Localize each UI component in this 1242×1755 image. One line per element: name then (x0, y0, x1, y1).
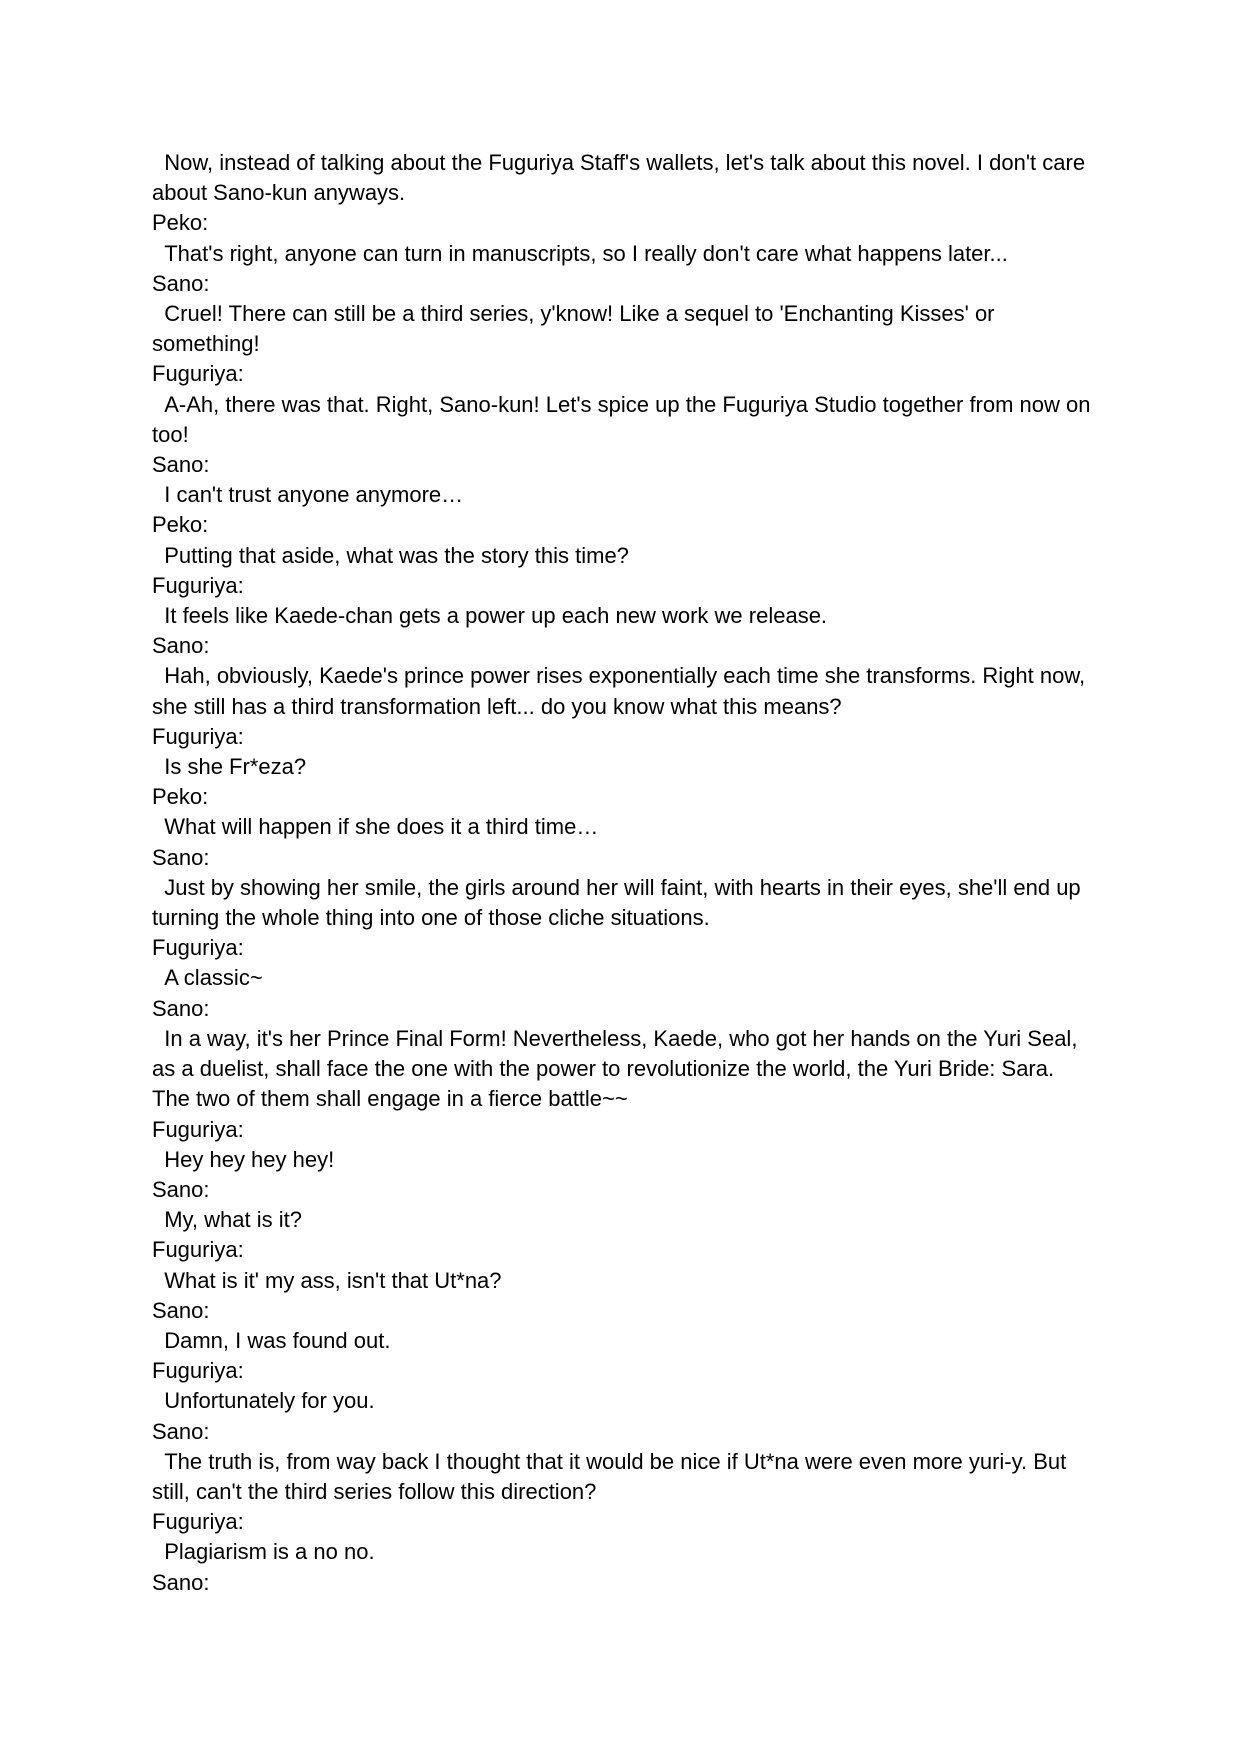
speaker-label: Peko: (152, 210, 209, 236)
dialogue-line: The truth is, from way back I thought that it would be nice if Ut*na were even more yuri-y. But still, can't the third series follow this direction? (152, 1448, 1073, 1504)
speaker-label: Fuguriya: (152, 1116, 244, 1142)
dialogue-line: A classic~ (152, 965, 263, 991)
speaker-label: Sano: (152, 1176, 210, 1202)
speaker-label: Sano: (152, 633, 210, 659)
speaker-label: Fuguriya: (152, 1358, 244, 1384)
speaker-label: Sano: (152, 270, 210, 296)
speaker-label: Sano: (152, 452, 210, 478)
dialogue-line: Cruel! There can still be a third series, y'know! Like a sequel to 'Enchanting Kisses' or something! (152, 301, 1001, 357)
dialogue-line: It feels like Kaede-chan gets a power up each new work we release. (152, 603, 828, 629)
speaker-label: Fuguriya: (152, 723, 244, 749)
dialogue-line: What will happen if she does it a third time… (152, 814, 599, 840)
speaker-label: Sano: (152, 1297, 210, 1323)
document-body (152, 148, 1096, 1598)
speaker-label: Sano: (152, 1569, 210, 1595)
dialogue-line: My, what is it? (152, 1207, 302, 1233)
speaker-label: Peko: (152, 512, 209, 538)
speaker-label: Sano: (152, 995, 210, 1021)
dialogue-line: What is it' my ass, isn't that Ut*na? (152, 1267, 502, 1293)
dialogue-line: Now, instead of talking about the Fuguriya Staff's wallets, let's talk about this novel. I don't care about Sano-kun anyways. (152, 150, 1092, 206)
dialogue-line: Just by showing her smile, the girls around her will faint, with hearts in their eyes, she'll end up turning the whole thing into one of those cliche situations. (152, 874, 1087, 931)
speaker-label: Fuguriya: (152, 361, 244, 387)
speaker-label: Fuguriya: (152, 1509, 244, 1535)
dialogue-line: In a way, it's her Prince Final Form! Nevertheless, Kaede, who got her hands on the Yuri Seal, as a duelist, shall face the one with the power to revolutionize the world, the Yuri Bride: Sara. The two of them shall engage in a fierce battle~~ (152, 1025, 1084, 1112)
dialogue-line: Putting that aside, what was the story this time? (152, 542, 629, 568)
speaker-label: Fuguriya: (152, 935, 244, 961)
speaker-label: Fuguriya: (152, 1237, 244, 1263)
dialogue-line: That's right, anyone can turn in manuscripts, so I really don't care what happens later... (152, 240, 1008, 266)
dialogue-line: Unfortunately for you. (152, 1388, 375, 1414)
speaker-label: Sano: (152, 1418, 210, 1444)
dialogue-line: I can't trust anyone anymore… (152, 482, 464, 508)
dialogue-line: Is she Fr*eza? (152, 754, 307, 780)
dialogue-line: Plagiarism is a no no. (152, 1539, 375, 1565)
dialogue-line: A-Ah, there was that. Right, Sano-kun! Let's spice up the Fuguriya Studio together from now on too! (152, 391, 1097, 447)
speaker-label: Fuguriya: (152, 572, 244, 598)
dialogue-line: Hah, obviously, Kaede's prince power rises exponentially each time she transforms. Right now, she still has a third transformation left... do you know what this means? (152, 663, 1092, 719)
dialogue-line: Damn, I was found out. (152, 1327, 391, 1353)
speaker-label: Sano: (152, 844, 210, 870)
speaker-label: Peko: (152, 784, 209, 810)
dialogue-line: Hey hey hey hey! (152, 1146, 335, 1172)
